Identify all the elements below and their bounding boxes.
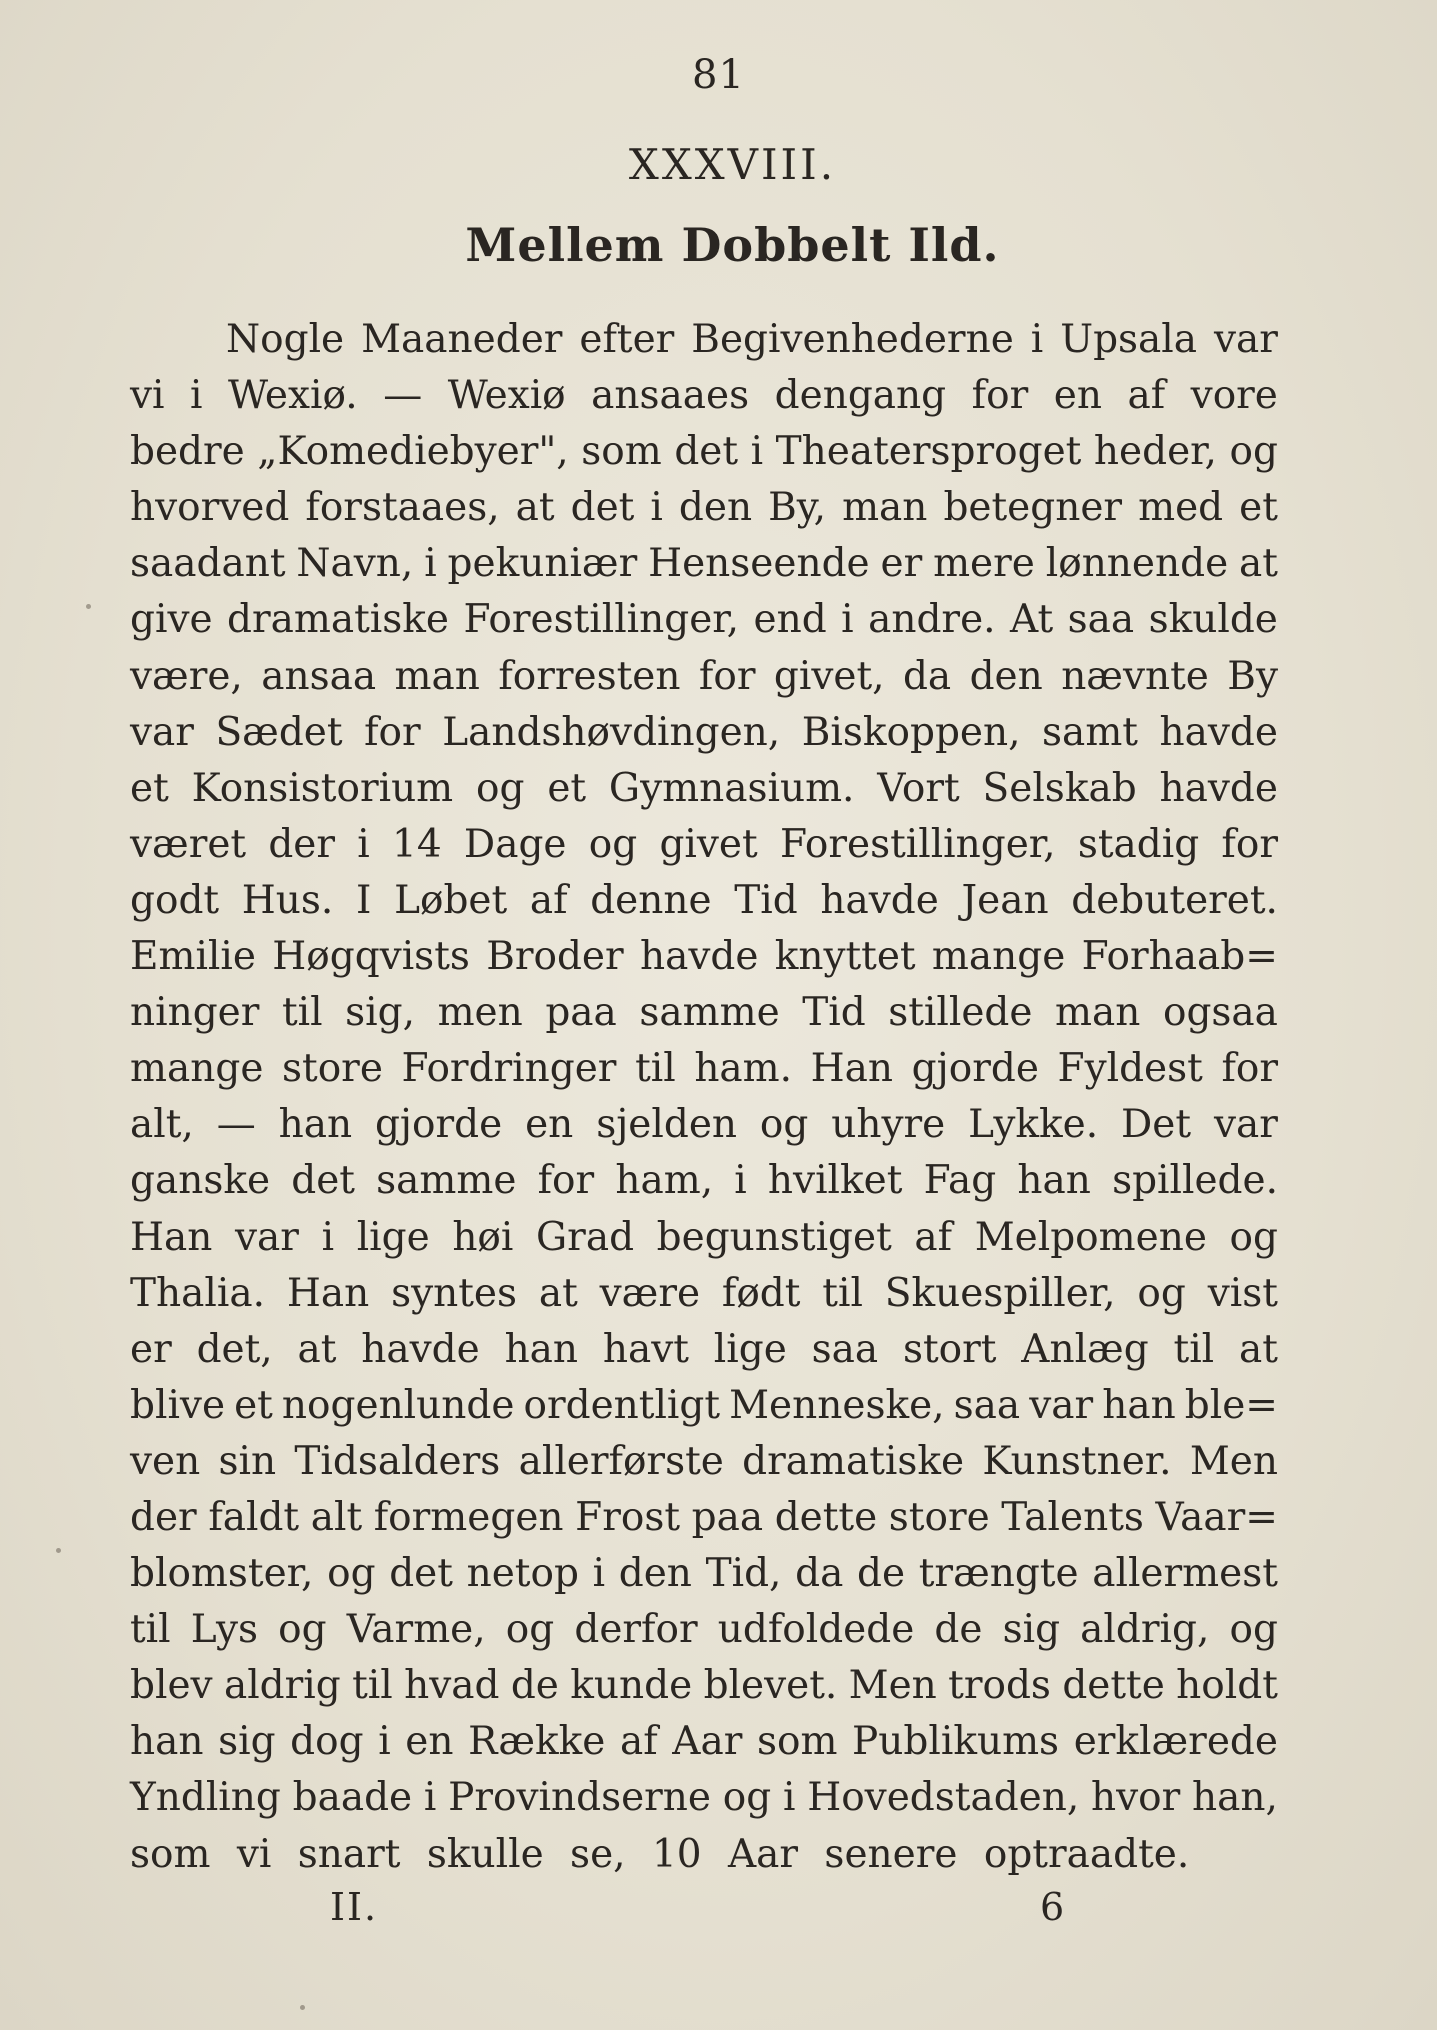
word: Provindserne [448, 1775, 711, 1821]
word: Biskoppen, [801, 709, 1021, 755]
word: til [635, 1046, 676, 1092]
word: Gymnasium. [608, 765, 855, 811]
word: i [357, 821, 370, 867]
word: Fyldest [1057, 1046, 1203, 1092]
word: store [888, 1494, 990, 1540]
word: Han [286, 1270, 370, 1316]
word: og [278, 1607, 327, 1653]
word: til [822, 1270, 863, 1316]
word: Skuespiller, [884, 1270, 1116, 1316]
word: et [130, 765, 169, 811]
text-line [130, 480, 1278, 536]
word: er [130, 1326, 172, 1372]
word: det, [196, 1326, 273, 1372]
word: en [525, 1102, 574, 1148]
word: uhyre [831, 1102, 946, 1148]
word: og [588, 821, 638, 867]
word: samme [639, 990, 780, 1036]
word: da [795, 1551, 844, 1597]
text-line [130, 1770, 1278, 1826]
word: — [216, 1102, 256, 1148]
word: trods [948, 1663, 1051, 1709]
word: i [750, 429, 764, 475]
word: var [1213, 1102, 1278, 1148]
word: og [1229, 1214, 1278, 1260]
text-line [130, 536, 1278, 592]
text-line [130, 1378, 1278, 1434]
word: erklærede [1073, 1719, 1278, 1765]
word: samme [376, 1158, 517, 1204]
word: havde [1159, 709, 1278, 755]
word: vist [1207, 1270, 1278, 1316]
word: Frost [575, 1494, 681, 1540]
word: og [1229, 429, 1278, 475]
word: paa [691, 1494, 764, 1540]
word: skulde [1148, 597, 1278, 643]
word: By, [768, 485, 827, 531]
word: blev [130, 1663, 213, 1709]
word: med [1138, 485, 1224, 531]
word: i [592, 1551, 606, 1597]
text-line [130, 1322, 1278, 1378]
word: man [1055, 990, 1141, 1036]
word: af [619, 1719, 658, 1765]
word: den [618, 1551, 692, 1597]
word: Tidsalders [294, 1438, 501, 1484]
word: være [599, 1270, 701, 1316]
word: Anlæg [1021, 1326, 1149, 1372]
word: spillede. [1112, 1158, 1278, 1204]
word: Men [1189, 1438, 1278, 1484]
word: en [1053, 373, 1102, 419]
word: „Komediebyer", [257, 429, 569, 475]
word: paa [545, 990, 617, 1036]
word: Aar [672, 1719, 743, 1765]
paper-speck [86, 604, 91, 609]
word: ganske [130, 1158, 271, 1204]
word: denne [590, 877, 712, 923]
word: de [857, 1551, 906, 1597]
word: kunde [570, 1663, 693, 1709]
word: debuteret. [1071, 877, 1278, 923]
body-text [130, 312, 1278, 1883]
word: havt [602, 1326, 689, 1372]
word: dette [774, 1494, 878, 1540]
word: men [437, 990, 523, 1036]
word: stadig [1077, 821, 1200, 867]
word: Theatersproget [775, 429, 1082, 475]
word: Vaar= [1155, 1494, 1278, 1540]
word: efter [579, 317, 675, 362]
word: for [1221, 1046, 1278, 1092]
word: sin [218, 1438, 277, 1484]
word: Forestillinger, [463, 597, 740, 643]
word: allermest [1092, 1551, 1278, 1597]
word: havde [820, 877, 939, 923]
word: forstaaes, [305, 485, 500, 531]
word: Grad [536, 1214, 635, 1260]
word: hvad [404, 1663, 500, 1709]
word: som [581, 429, 662, 475]
word: sjelden [596, 1102, 738, 1148]
word: man [842, 485, 928, 531]
word: Yndling [130, 1775, 281, 1821]
word: et [234, 1382, 273, 1428]
word: af [1127, 373, 1166, 419]
word: den [678, 485, 753, 531]
text-line [130, 424, 1278, 480]
word: for [537, 1158, 595, 1204]
word: da [902, 653, 952, 699]
word: Tid [802, 990, 866, 1036]
word: i [424, 541, 437, 587]
word: Vort [877, 765, 960, 811]
word: Broder [486, 934, 624, 980]
word: ham. [694, 1046, 793, 1092]
word: er [880, 541, 923, 587]
word: og [327, 1551, 376, 1597]
word: de [510, 1663, 559, 1709]
word: den [969, 653, 1043, 699]
word: Kunstner. [982, 1438, 1172, 1484]
word: af [529, 877, 568, 923]
word: Det [1121, 1102, 1192, 1148]
word: været [130, 821, 247, 867]
word: formegen [373, 1494, 564, 1540]
word: andre. [868, 597, 996, 643]
text-line [130, 1714, 1278, 1770]
word: ansaa [261, 653, 377, 699]
word: og [1137, 1270, 1186, 1316]
word: Sædet [215, 709, 343, 755]
word: Han [130, 1214, 213, 1260]
text-line [130, 1097, 1278, 1153]
word: samt [1042, 709, 1138, 755]
word: knyttet [774, 934, 916, 980]
word: Jean [961, 877, 1049, 923]
word: alt, [130, 1102, 194, 1148]
chapter-number: XXXVIII. [628, 140, 837, 189]
word: dramatiske [227, 597, 449, 643]
word: pekuniær [447, 541, 638, 587]
word: det [291, 1158, 355, 1204]
word: Række [468, 1719, 606, 1765]
word: sig, [345, 990, 416, 1036]
word: i [841, 597, 854, 643]
text-line [130, 1602, 1278, 1658]
word: Men [848, 1663, 937, 1709]
word: han [130, 1719, 204, 1765]
word: ham, [615, 1158, 714, 1204]
word: Selskab [982, 765, 1137, 811]
word: Fordringer [401, 1046, 617, 1092]
text-line [130, 817, 1278, 873]
word: end [753, 597, 827, 643]
word: Han [810, 1046, 894, 1092]
word: havde [1159, 765, 1278, 811]
word: baade [292, 1775, 413, 1821]
word: derfor [574, 1607, 698, 1653]
word: til [1173, 1326, 1215, 1372]
word: der [268, 821, 336, 867]
word: Løbet [394, 877, 508, 923]
word: ninger [130, 990, 260, 1036]
paper-speck [56, 1548, 61, 1553]
text-line [130, 873, 1278, 929]
word: forresten [498, 653, 681, 699]
word: sig [1002, 1607, 1061, 1653]
word: høi [452, 1214, 514, 1260]
word: Melpomene [974, 1214, 1207, 1260]
word: gjorde [911, 1046, 1039, 1092]
word: vi [130, 373, 165, 419]
word: hvilket [767, 1158, 903, 1204]
word: i [734, 1158, 747, 1204]
word: Hus. [241, 877, 334, 923]
word: dette [1062, 1663, 1165, 1709]
word: saa [953, 1382, 1021, 1428]
word: godt [130, 877, 220, 923]
word: til [352, 1663, 393, 1709]
word: nogenlunde [281, 1382, 515, 1428]
word: i [378, 1719, 391, 1765]
word: aldrig, [1080, 1607, 1210, 1653]
word: ordentligt [523, 1382, 721, 1428]
word: Tid [734, 877, 798, 923]
word: Wexiø [447, 373, 566, 419]
word: de [934, 1607, 983, 1653]
word: faldt [208, 1494, 300, 1540]
text-line [130, 1658, 1278, 1714]
word: Konsistorium [191, 765, 454, 811]
word: Høgqvists [272, 934, 470, 980]
word: ven [130, 1438, 201, 1484]
word: han, [1192, 1775, 1278, 1821]
text-line [130, 929, 1278, 985]
text-line [130, 1041, 1278, 1097]
word: havde [639, 934, 759, 980]
word: stort [902, 1326, 997, 1372]
word: Forhaab= [1081, 934, 1278, 980]
word: vore [1190, 373, 1278, 419]
word: Begivenhederne [691, 317, 1014, 362]
word: dengang [774, 373, 947, 419]
word: for [1221, 821, 1278, 867]
word: store [282, 1046, 383, 1092]
word: det [570, 485, 635, 531]
word: begunstiget [656, 1214, 892, 1260]
chapter-title: Mellem Dobbelt Ild. [465, 218, 1000, 272]
word: give [130, 597, 213, 643]
word: saadant [130, 541, 286, 587]
word: aldrig [223, 1663, 341, 1709]
word: At [1010, 597, 1054, 643]
text-line: som vi snart skulle se, 10 Aar senere optraadte. [130, 1831, 1190, 1877]
word: man [394, 653, 480, 699]
signature-number: 6 [1040, 1885, 1065, 1929]
word: mange [931, 934, 1066, 980]
word: Fag [923, 1158, 997, 1204]
word: det [674, 429, 739, 475]
word: at [297, 1326, 337, 1372]
page-number: 81 [692, 52, 745, 98]
word: i [321, 1214, 335, 1260]
word: i [190, 373, 203, 419]
word: var [235, 1214, 299, 1260]
word: i [650, 485, 663, 531]
word: Navn, [296, 541, 414, 587]
text-line [130, 985, 1278, 1041]
word: at [1238, 1326, 1278, 1372]
word: havde [361, 1326, 480, 1372]
word: Forestillinger, [779, 821, 1056, 867]
word: en [405, 1719, 454, 1765]
word: og [476, 765, 525, 811]
text-line [130, 312, 1278, 368]
word: allerførste [518, 1438, 724, 1484]
word: og [722, 1775, 772, 1821]
text-line [130, 1546, 1278, 1602]
word: sig [218, 1719, 276, 1765]
word: han [1102, 1382, 1176, 1428]
word: Talents [1001, 1494, 1144, 1540]
text-line [130, 649, 1278, 705]
word: Publikums [852, 1719, 1060, 1765]
word: saa [1067, 597, 1135, 643]
word: Wexiø. [228, 373, 358, 419]
word: i [1030, 317, 1044, 362]
word: et [547, 765, 587, 811]
word: alt [310, 1494, 363, 1540]
word: til [130, 1607, 171, 1653]
word: ble= [1184, 1382, 1278, 1428]
word: lige [356, 1214, 430, 1260]
word: blive [130, 1382, 226, 1428]
word: i [782, 1775, 796, 1821]
word: var [1029, 1382, 1094, 1428]
word: Thalia. [130, 1270, 265, 1316]
text-line [130, 1153, 1278, 1209]
word: i [423, 1775, 437, 1821]
word: bedre [130, 429, 245, 475]
word: holdt [1176, 1663, 1278, 1709]
word: at [515, 485, 555, 531]
word: 14 [392, 821, 442, 867]
word: Henseende [648, 541, 870, 587]
word: det [389, 1551, 453, 1597]
paper-speck [300, 2005, 305, 2010]
word: at [1239, 541, 1278, 587]
word: blomster, [130, 1551, 314, 1597]
word: var [1214, 317, 1278, 362]
word: og [505, 1607, 555, 1653]
word: et [1239, 485, 1278, 531]
word: mere [933, 541, 1035, 587]
word: Varme, [346, 1607, 486, 1653]
signature-mark: II. [330, 1885, 379, 1929]
word: han [278, 1102, 353, 1148]
word: Menneske, [729, 1382, 945, 1428]
word: ogsaa [1162, 990, 1278, 1036]
word: ansaaes [591, 373, 750, 419]
text-line [130, 1266, 1278, 1322]
word: for [698, 653, 756, 699]
word: af [914, 1214, 953, 1260]
word: hvor [1091, 1775, 1181, 1821]
word: trængte [918, 1551, 1079, 1597]
word: for [364, 709, 421, 755]
word: givet, [773, 653, 885, 699]
word: og [1229, 1607, 1278, 1653]
word: Upsala [1060, 317, 1198, 362]
word: han [504, 1326, 579, 1372]
text-line [130, 1490, 1278, 1546]
word: netop [466, 1551, 579, 1597]
word: at [538, 1270, 578, 1316]
word: syntes [391, 1270, 517, 1316]
word: — [383, 373, 423, 419]
word: mange [130, 1046, 264, 1092]
word: Tid, [705, 1551, 782, 1597]
word: betegner [943, 485, 1123, 531]
word: lige [713, 1326, 787, 1372]
word: Landshøvdingen, [442, 709, 781, 755]
word: Dage [463, 821, 567, 867]
word: gjorde [374, 1102, 503, 1148]
word: være, [130, 653, 243, 699]
word: heder, [1093, 429, 1217, 475]
word: dramatiske [742, 1438, 965, 1484]
text-line [130, 1210, 1278, 1266]
word: Lykke. [968, 1102, 1099, 1148]
text-line [130, 705, 1278, 761]
word: Emilie [130, 934, 256, 980]
word: udfoldede [717, 1607, 915, 1653]
word: som [756, 1719, 838, 1765]
word: født [721, 1270, 801, 1316]
word: hvorved [130, 485, 290, 531]
word: Maaneder [361, 317, 563, 362]
text-line [130, 592, 1278, 648]
word: han [1017, 1158, 1091, 1204]
word: dog [290, 1719, 364, 1765]
word: lønnende [1045, 541, 1229, 587]
word: der [130, 1494, 197, 1540]
word: blevet. [703, 1663, 838, 1709]
word: og [759, 1102, 809, 1148]
word: for [971, 373, 1029, 419]
word: saa [811, 1326, 879, 1372]
word: givet [659, 821, 758, 867]
text-line [130, 761, 1278, 817]
word: nævnte [1061, 653, 1209, 699]
word: Nogle [226, 317, 345, 362]
word: til [281, 990, 323, 1036]
word: var [130, 709, 194, 755]
word: By [1227, 653, 1278, 699]
text-line [130, 1434, 1278, 1490]
word: I [355, 877, 372, 923]
word: Hovedstaden, [807, 1775, 1080, 1821]
word: Lys [190, 1607, 259, 1653]
word: stillede [888, 990, 1033, 1036]
text-line [130, 368, 1278, 424]
